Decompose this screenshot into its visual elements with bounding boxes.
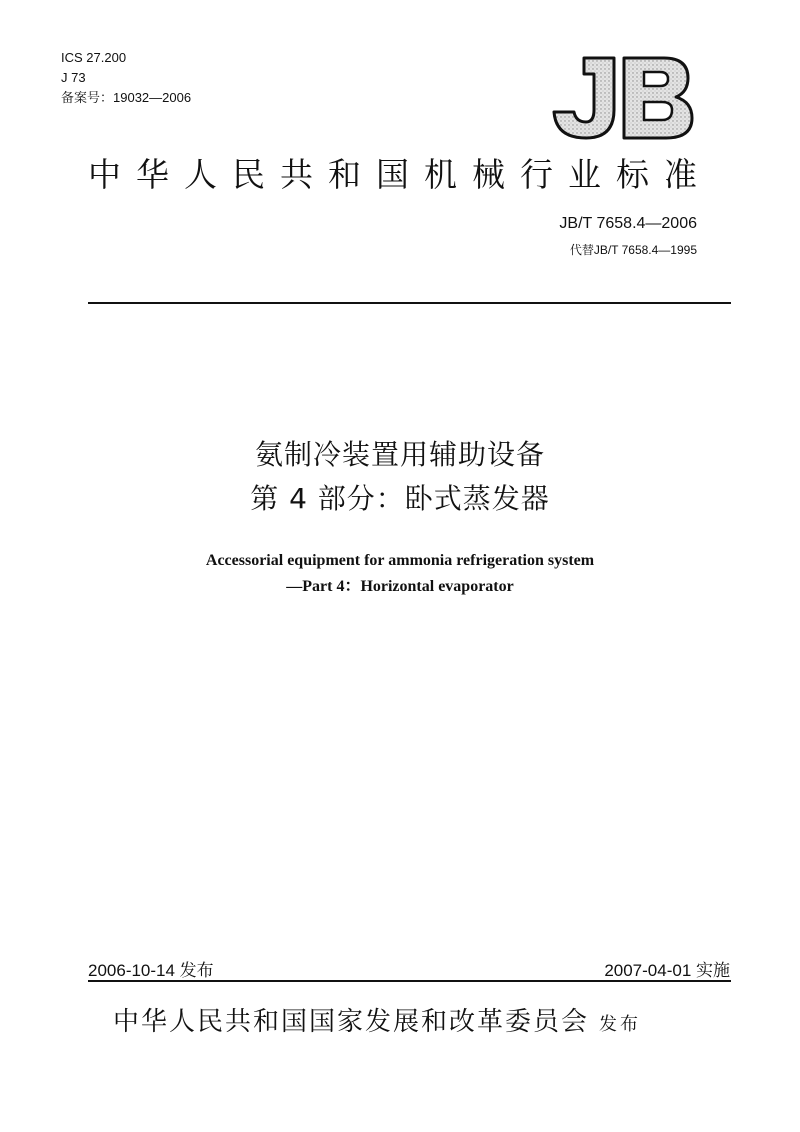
top-divider: [88, 302, 731, 304]
record-number: 备案号：19032—2006: [61, 90, 192, 105]
replaces-standard: 代替JB/T 7658.4—1995: [569, 243, 697, 257]
classification-code: J 73: [61, 70, 86, 85]
jb-logo: [548, 52, 696, 142]
implementation-date: 2007-04-01 实施: [604, 961, 730, 980]
standard-type-title: 中华人民共和国机械行业标准: [88, 155, 712, 194]
standard-number: JB/T 7658.4—2006: [559, 215, 697, 232]
publisher-suffix: 发布: [599, 1014, 642, 1035]
ics-code: ICS 27.200: [61, 50, 127, 65]
publisher-name: 中华人民共和国国家发展和改革委员会: [113, 1007, 590, 1037]
publisher-line: [113, 1001, 641, 1038]
bottom-divider: [88, 980, 731, 982]
english-title-line1: Accessorial equipment for ammonia refrigeration system: [205, 552, 595, 569]
chinese-title-line1: 氨制冷装置用辅助设备: [254, 438, 545, 471]
issue-date: 2006-10-14 发布: [88, 961, 214, 980]
chinese-title-line2: 第 4 部分：卧式蒸发器: [250, 482, 550, 515]
english-title-line2: —Part 4：Horizontal evaporator: [286, 578, 514, 595]
